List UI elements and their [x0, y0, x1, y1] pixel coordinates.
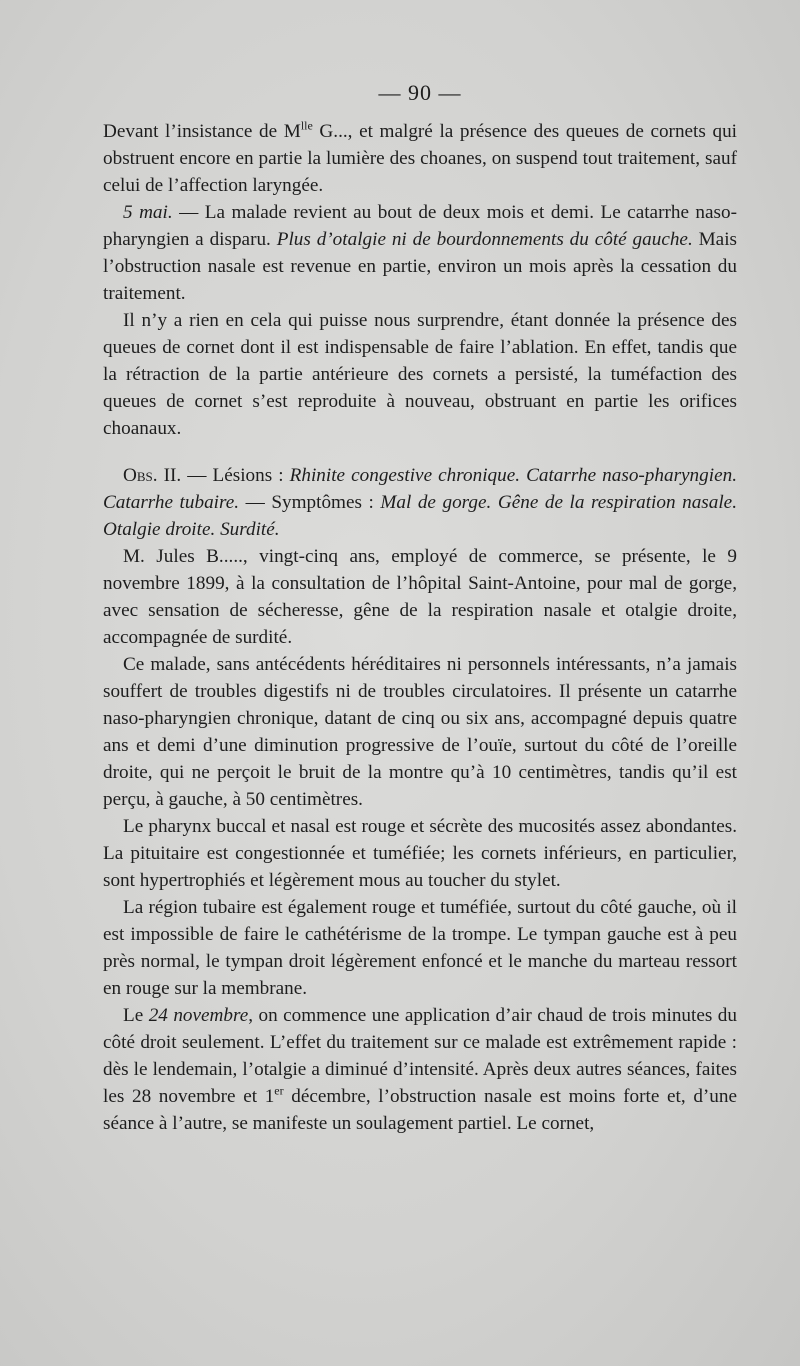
paragraph-5: Ce malade, sans antécédents héréditaires ni personnels intéressants, n’a jamais souffert de troubles digestifs ni de troubles circulatoires. Il présente un catarrhe naso-pharyngien chronique, datant de cinq ou six ans, accompagné depuis quatre ans et demi d’une diminution progressive de l’ouïe, surtout du côté de l’oreille droite, qui ne perçoit le bruit de la montre qu’à 10 centimètres, tandis qu’il est perçu, à gauche, à 50 centimètres. [103, 654, 737, 810]
paragraph-2-date: 5 mai. [123, 202, 173, 223]
paragraph-2 [103, 199, 737, 307]
body-text [103, 118, 737, 1137]
paragraph-8-text-c: décembre, l’obstruction nasale est moins forte et, d’une séance à l’autre, se manifeste un soulagement partiel. Le cornet, [103, 1086, 737, 1134]
observation-symptoms-label: — Symptômes : [239, 492, 381, 513]
paragraph-8-superscript: er [274, 1083, 284, 1098]
paragraph-8-text-b: , on commence une application d’air chaud de trois minutes du côté droit seulement. L’effet du traitement sur ce malade est extrêmement rapide : dès le lendemain, l’otalgie a diminué d’intensité. Après deux autres séances, faites les 28 novembre et 1 [103, 1005, 737, 1107]
paragraph-6: Le pharynx buccal et nasal est rouge et sécrète des mucosités assez abondantes. La pituitaire est congestionnée et tuméfiée; les cornets inférieurs, en particulier, sont hypertrophiés et légèrement mous au toucher du stylet. [103, 816, 737, 891]
paragraph-2-text-a: — La malade revient au bout de deux mois et demi. Le catarrhe naso-pharyngien a disparu. [103, 202, 737, 250]
observation-symptoms: Mal de gorge. Gêne de la respiration nasale. Otalgie droite. Surdité. [103, 492, 737, 540]
observation-label: Obs. II. [123, 465, 182, 486]
paragraph-8 [103, 1002, 737, 1137]
observation-lesions: Rhinite congestive chronique. Catarrhe naso-pharyngien. Catarrhe tubaire. [103, 465, 737, 513]
paragraph-3: Il n’y a rien en cela qui puisse nous surprendre, étant donnée la présence des queues de cornet dont il est indispensable de faire l’ablation. En effet, tandis que la rétraction de la partie antérieure des cornets a persisté, la tuméfaction des queues de cornet s’est reproduite à nouveau, obstruant en partie les orifices choanaux. [103, 310, 737, 439]
paragraph-4: M. Jules B....., vingt-cinq ans, employé de commerce, se présente, le 9 novembre 1899, à la consultation de l’hôpital Saint-Antoine, pour mal de gorge, avec sensation de sécheresse, gêne de la respiration nasale et otalgie droite, accompagnée de surdité. [103, 546, 737, 648]
paragraph-1-superscript: lle [300, 118, 313, 133]
observation-heading [103, 462, 737, 543]
page-number: — 90 — [378, 80, 462, 105]
paragraph-2-text-b: Mais l’obstruction nasale est revenue en partie, environ un mois après la cessation du traitement. [103, 229, 737, 304]
paragraph-7: La région tubaire est également rouge et tuméfiée, surtout du côté gauche, où il est impossible de faire le cathétérisme de la trompe. Le tympan gauche est à peu près normal, le tympan droit légèrement enfoncé et le manche du marteau ressort en rouge sur la membrane. [103, 897, 737, 999]
paragraph-1-text-a: Devant l’insistance de M [103, 121, 301, 142]
paragraph-1 [103, 118, 737, 199]
paragraph-1-text-b: G..., et malgré la présence des queues de cornets qui obstruent encore en partie la lumière des choanes, on suspend tout traitement, sauf celui de l’affection laryngée. [103, 121, 737, 196]
paragraph-8-date: 24 novembre [148, 1005, 249, 1026]
paragraph-2-italic: Plus d’otalgie ni de bourdonnements du côté gauche. [276, 229, 693, 250]
observation-lesions-label: — Lésions : [181, 465, 290, 486]
paragraph-8-text-a: Le [123, 1005, 149, 1026]
